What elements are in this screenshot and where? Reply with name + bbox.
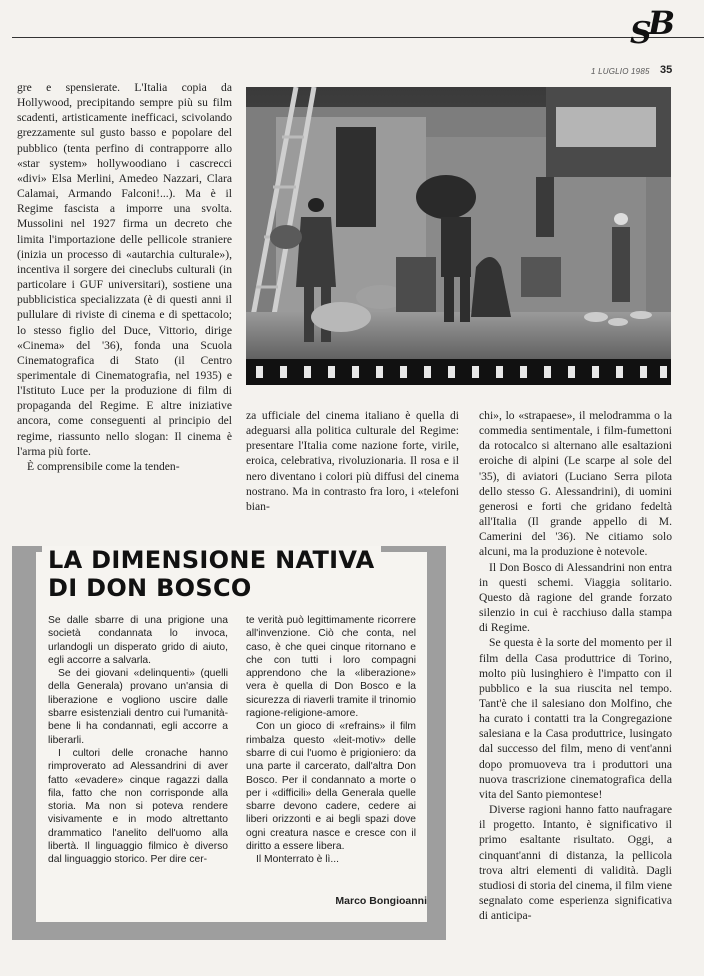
box-paragraph: Con un gioco di «refrains» il film rimbalza questo «leit-motiv» delle sbarre di cui l'uomo è prigioniero: da una parte il carcerato, dall'altra Don Bosco. Per il condannato a morte o per i «difficili» della Generala quelle sbarre devono cadere, cedere ai liberi orizzonti e ai begli spazi dove ogni creatura nasce e cresce con il diritto a essere libera. — [246, 721, 416, 853]
issue-date: 1 LUGLIO 1985 — [591, 67, 650, 76]
author-signature: Marco Bongioanni — [335, 895, 427, 907]
box-title-line-2: DI DON BOSCO — [42, 574, 258, 602]
header-rule — [12, 37, 704, 38]
film-still-photo — [246, 87, 671, 385]
article-paragraph: za ufficiale del cinema italiano è quella di adeguarsi alla politica culturale del Regime: presentare l'Italia come nazione forte, virile, eroica, celebrativa, rivoluzionaria. Il rosa e il nero diventano i colori più diffusi del cinema nostrano. Ma in contrasto fra loro, i «telefoni bian- — [246, 409, 459, 513]
box-column-right — [246, 614, 416, 867]
article-column-left — [17, 80, 232, 474]
article-paragraph: chi», lo «strapaese», il melodramma o la commedia sentimentale, i film-fumettoni da rotocalco si alternano alle esaltazioni eroiche di alpini (Le scarpe al sole del '35), di aviatori (Luciano Serra pilota dello stesso G. Alessandrini), di uomini generosi e forti che gridano fedeltà all'Italia (Il grande appello di M. Camerini del '36). Ne citiamo solo alcuni, ma la produzione è notevole. — [479, 409, 672, 559]
box-paragraph: I cultori delle cronache hanno rimproverato ad Alessandrini di aver fatto «evadere» cinque ragazzi dalla fila, fatto che non corrisponde alla storia. Ma non si poteva rendere visivamente e in modo altrettanto drammatico l'anelito dell'uomo alla libertà. Il linguaggio filmico è diverso dal linguaggio storico. Per dire cer- — [48, 747, 228, 866]
article-paragraph: gre e spensierate. L'Italia copia da Hollywood, precipitando sempre più su film scadenti, artisticamente inefficaci, scivolando grezzamente sul gusto basso e popolare del pubblico (tenta perfino di contrapporre allo «star system» hollywoodiano i cascrecci «divi» Elsa Merlini, Amedeo Nazzari, Clara Calamai, Armando Falconi!...). Ma è il Regime fascista a imporre una svolta. Mussolini nel 1927 firma un decreto che limita l'importazione delle pellicole straniere (inizia un processo di «autarchia culturale»), incentiva il sorgere dei cineclubs culturali (in particolare i GUF universitari), sostiene una pubblicistica specializzata (è di questi anni il pullulare di riviste di cinema e di spettacolo; lo stesso figlio del Duce, Vittorio, dirige «Cinema» del '36), fonda una Scuola Cinematografica di Stato (il Centro sperimentale di Cinematografia, nel 1935) e l'Istituto Luce per la produzione di film di propaganda del Regime. E altre iniziative ancora, come conseguenti al principio del regime, riassunto nello slogan: Il cinema è l'arma più forte. — [17, 81, 232, 458]
page-number: 35 — [660, 64, 673, 76]
box-column-left — [48, 614, 228, 867]
box-paragraph: Se dei giovani «delinquenti» (quelli della Generala) provano un'ansia di liberazione e vogliono uscire dalle sbarre esistenziali dentro cui l'umanità-bene li ha condannati, egli accorre a liberarli. — [48, 668, 228, 746]
logo-letter-b: B — [648, 4, 676, 42]
article-paragraph: Il Don Bosco di Alessandrini non entra in questi schemi. Viaggia solitario. Questo dà ragione del grande forzato silenzio in cui è racchiuso dalla stampa di Regime. — [479, 560, 672, 635]
logo-letter-s: S — [630, 16, 652, 51]
article-paragraph: Se questa è la sorte del momento per il film della Casa produttrice di Torino, molto più lusinghiero è l'impatto con il pubblico e la sua riuscita nel tempo. Tant'è che il salesiano don Molfino, che ha curato i contatti tra la Congregazione salesiana e la Casa produttrice, lusingato dal successo del film, meno di vent'anni dopo promuoveva tra i produttori una nuova trascrizione cinematografica della vita del Santo piemontese! — [479, 636, 672, 801]
box-title-line-1: LA DIMENSIONE NATIVA — [42, 546, 381, 574]
article-paragraph: È comprensibile come la tenden- — [27, 459, 180, 473]
box-paragraph: Il Monterrato è lì... — [256, 854, 339, 866]
sidebar-box-title — [48, 546, 418, 602]
article-paragraph: Diverse ragioni hanno fatto naufragare il progetto. Intanto, è significativo il primo esaltante risultato. Oggi, a cinquant'anni di distanza, la pellicola trova altri elementi di validità. Dagli studiosi di storia del cinema, il film viene segnalato come esperienza significativa di anticipa- — [479, 803, 672, 923]
box-paragraph: Se dalle sbarre di una prigione una società condannata lo invoca, urlandogli un disperato grido di aiuto, egli accorre a salvarla. — [48, 615, 228, 666]
article-column-middle — [246, 408, 459, 514]
magazine-logo — [630, 4, 694, 52]
article-column-right — [479, 408, 672, 923]
box-paragraph: te verità può legittimamente ricorrere all'invenzione. Ciò che conta, nel caso, è che quei cinque ritornano e che con tutti i loro compagni apprendono che la «liberazione» vera è quella di Don Bosco e la sicurezza di riaverli tramite il trinomio ragione-religione-amore. — [246, 615, 416, 720]
